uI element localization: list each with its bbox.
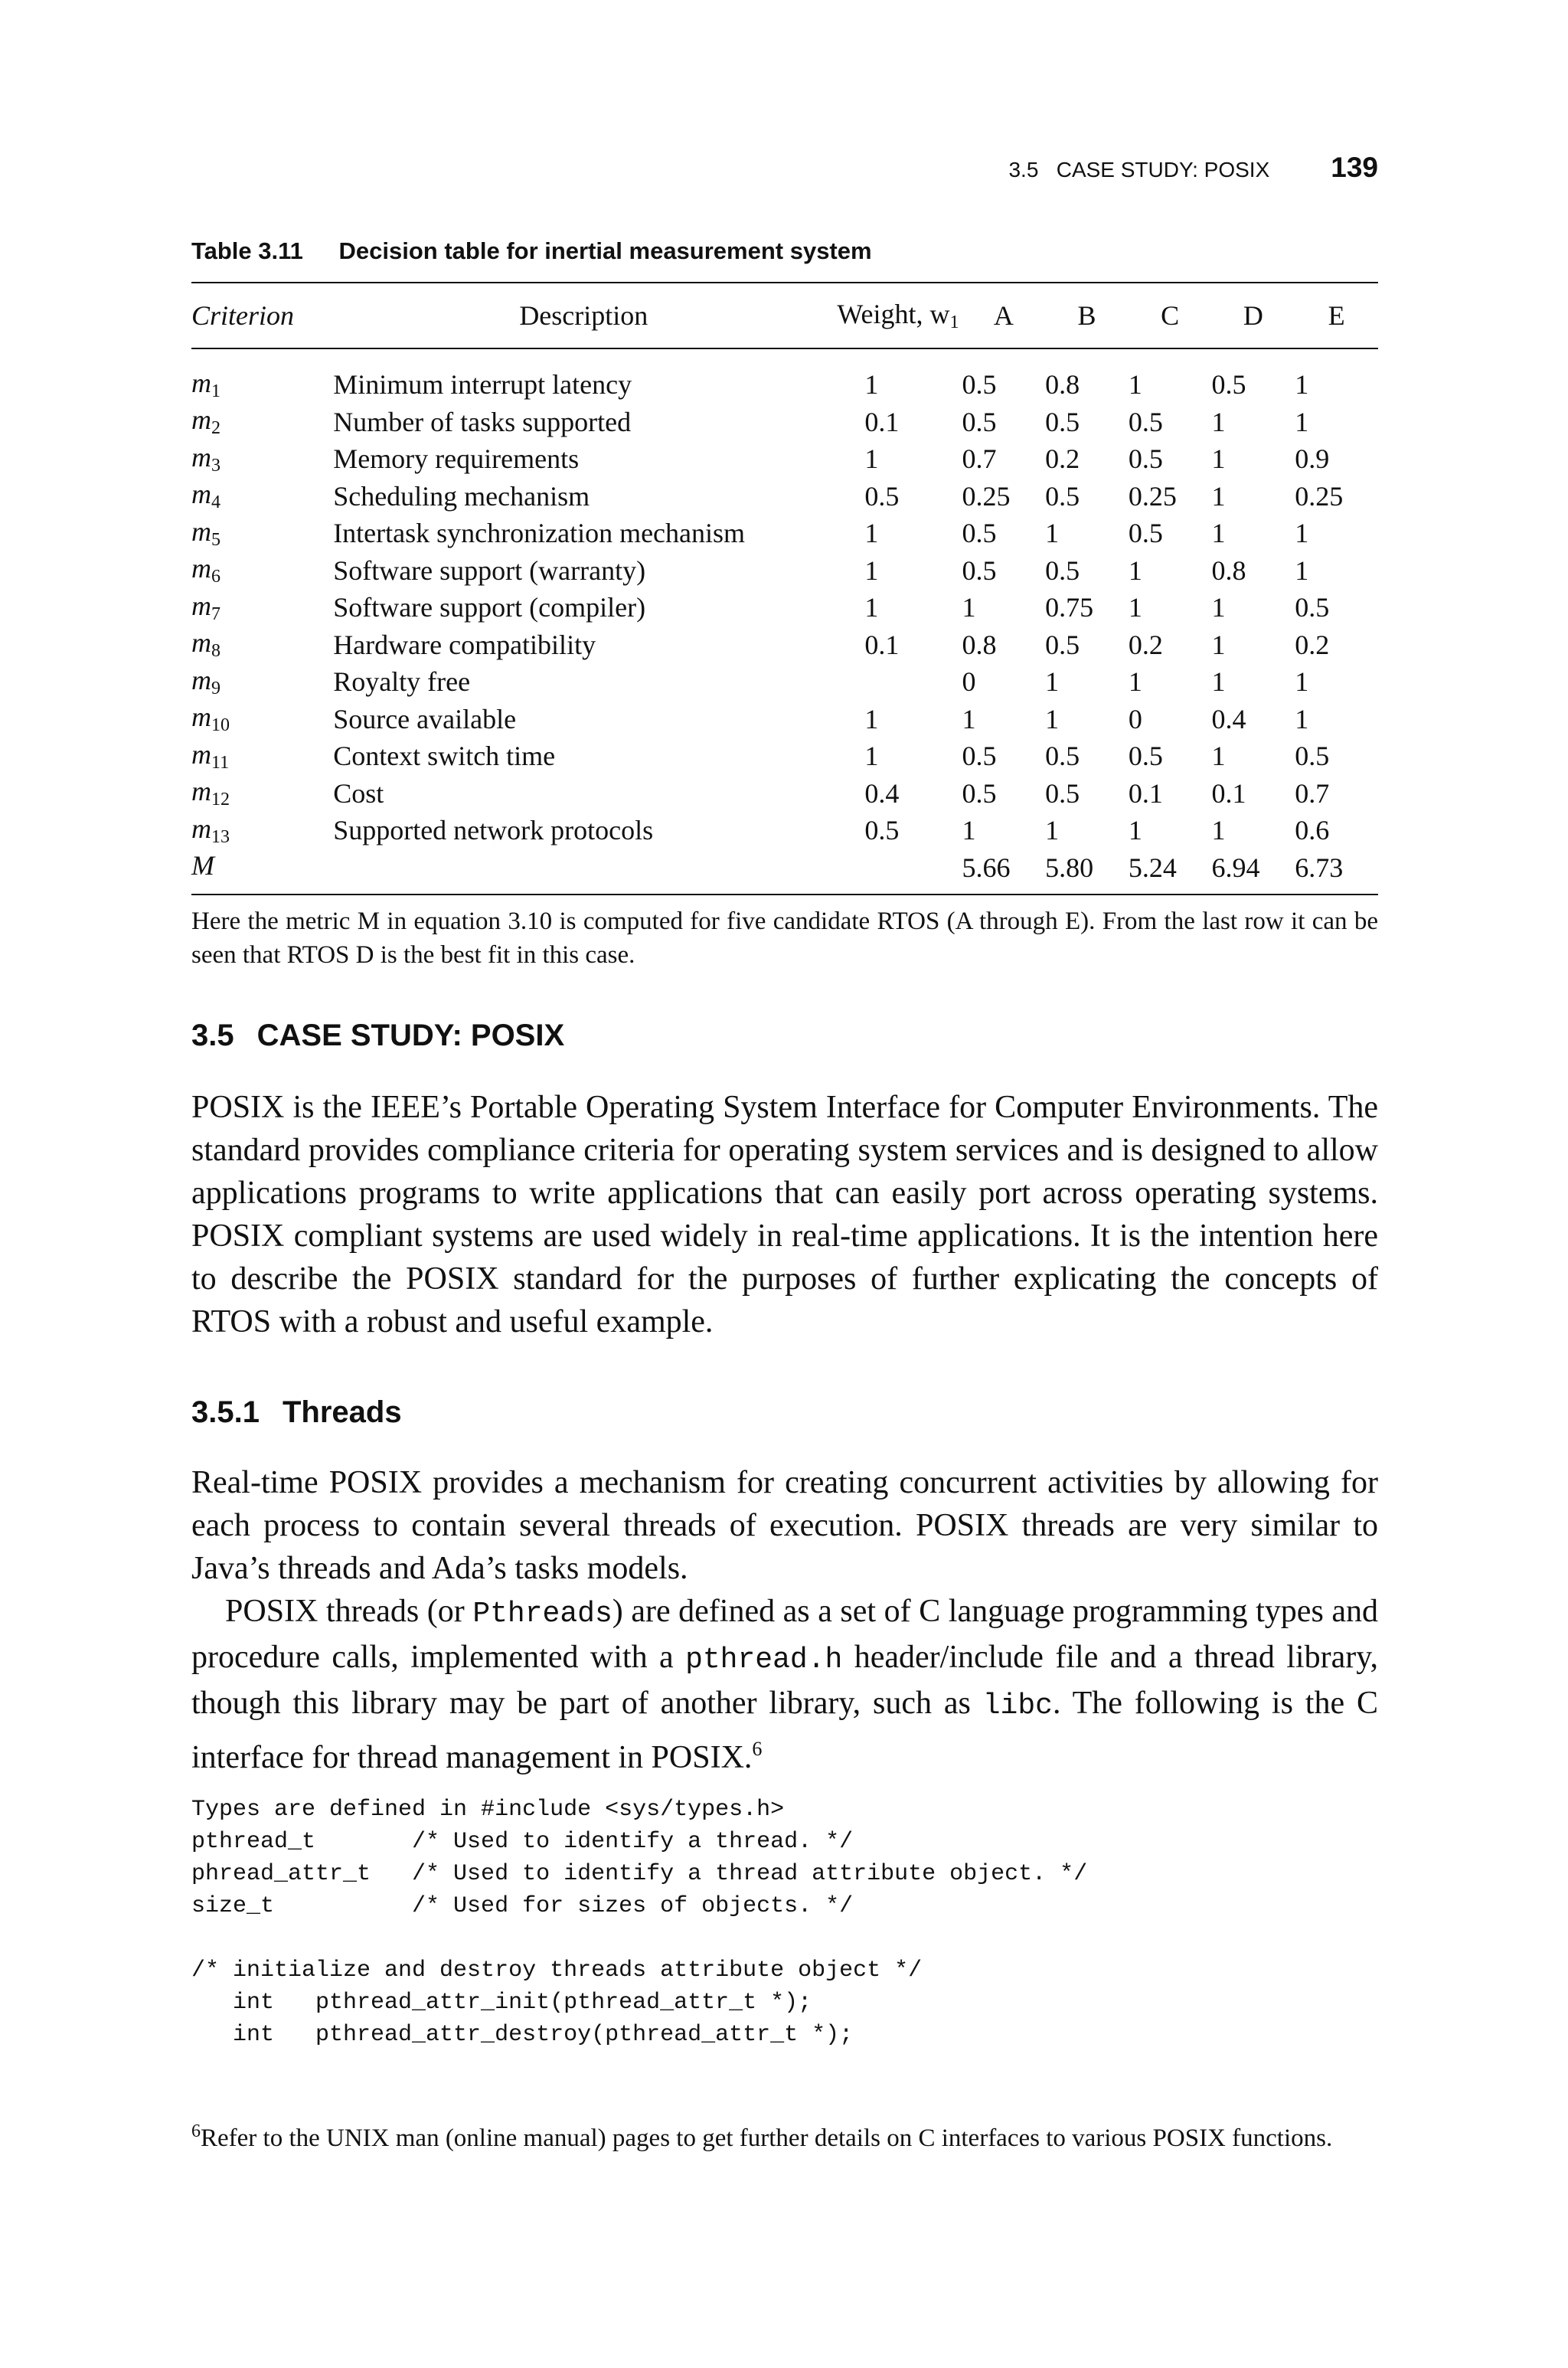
cell-c: 5.24 bbox=[1128, 852, 1177, 883]
cell-criterion bbox=[191, 812, 333, 849]
cell-c: 1 bbox=[1128, 592, 1142, 623]
cell-d: 0.4 bbox=[1211, 703, 1246, 734]
cell-b: 1 bbox=[1045, 666, 1060, 698]
code-line: phread_attr_t /* Used to identify a thread attribute object. */ bbox=[191, 1861, 1088, 1887]
cell-b: 0.8 bbox=[1045, 369, 1080, 401]
code-line bbox=[191, 1922, 1087, 1954]
table-row bbox=[191, 663, 1378, 701]
criterion-symbol: m bbox=[191, 776, 211, 807]
cell-weight: 1 bbox=[864, 592, 879, 623]
table-title: Decision table for inertial measurement system bbox=[338, 237, 872, 264]
header-e: E bbox=[1328, 300, 1345, 331]
header-description bbox=[333, 283, 834, 348]
cell-criterion bbox=[191, 404, 333, 441]
cell-e: 1 bbox=[1295, 554, 1309, 586]
cell-d: 1 bbox=[1211, 443, 1226, 475]
cell-a: 0.5 bbox=[962, 777, 997, 809]
cell-description: Hardware compatibility bbox=[333, 629, 596, 660]
criterion-subscript: 5 bbox=[211, 529, 220, 550]
code-pthread-h: pthread.h bbox=[685, 1644, 843, 1676]
cell-weight: 1 bbox=[864, 369, 879, 401]
cell-e: 0.7 bbox=[1295, 777, 1330, 809]
cell-b: 0.5 bbox=[1045, 554, 1080, 586]
criterion-symbol: m bbox=[191, 515, 211, 547]
code-pthreads: Pthreads bbox=[472, 1598, 612, 1630]
table-explanation: Here the metric M in equation 3.10 is computed for five candidate RTOS (A through E). From the last row it can be seen that RTOS D is the best fit in this case. bbox=[191, 908, 1378, 969]
cell-weight: 0.5 bbox=[864, 815, 900, 846]
section-heading bbox=[191, 1019, 564, 1053]
criterion-subscript: 3 bbox=[211, 455, 220, 476]
table-body bbox=[191, 348, 1378, 895]
cell-weight: 1 bbox=[864, 443, 879, 475]
criterion-symbol: m bbox=[191, 738, 211, 770]
table-label: Table 3.11 bbox=[191, 237, 303, 264]
cell-a: 0.5 bbox=[962, 369, 997, 401]
code-line: Types are defined in #include <sys/types.h> bbox=[191, 1797, 785, 1823]
footnote-reference: 6 bbox=[752, 1738, 763, 1760]
section-paragraph: POSIX is the IEEE’s Portable Operating System Interface for Computer Environments. The standard provides compliance criteria for operating system services and is designed to allow applications programs to write applications that can easily port across operating systems. POSIX compliant systems are used widely in real-time applications. It is the intention here to describe the POSIX standard for the purposes of further explicating the concepts of RTOS with a robust and useful example. bbox=[191, 1090, 1378, 1339]
cell-c: 0.1 bbox=[1128, 777, 1163, 809]
cell-a: 1 bbox=[962, 592, 976, 623]
criterion-symbol: m bbox=[191, 590, 211, 621]
criterion-symbol: M bbox=[191, 850, 214, 881]
header-a: A bbox=[993, 300, 1014, 331]
cell-d: 0.5 bbox=[1211, 369, 1246, 401]
cell-e: 0.6 bbox=[1295, 815, 1330, 846]
cell-e: 1 bbox=[1295, 703, 1309, 734]
cell-b: 0.75 bbox=[1045, 592, 1094, 623]
cell-description: Source available bbox=[333, 703, 517, 734]
cell-description: Intertask synchronization mechanism bbox=[333, 518, 746, 549]
cell-criterion bbox=[191, 478, 333, 515]
criterion-subscript: 12 bbox=[211, 790, 230, 810]
code-line: /* initialize and destroy threads attribute object */ bbox=[191, 1958, 923, 1984]
cell-c: 0.5 bbox=[1128, 406, 1163, 437]
cell-e: 0.5 bbox=[1295, 592, 1330, 623]
criterion-symbol: m bbox=[191, 702, 211, 733]
table-row bbox=[191, 701, 1378, 738]
running-head-section: 3.5 CASE STUDY: POSIX bbox=[1008, 158, 1270, 182]
header-weight-text: Weight, w bbox=[837, 298, 950, 329]
criterion-symbol: m bbox=[191, 479, 211, 510]
criterion-symbol: m bbox=[191, 404, 211, 436]
page-number: 139 bbox=[1331, 152, 1378, 183]
cell-criterion bbox=[191, 440, 333, 478]
cell-e: 0.25 bbox=[1295, 480, 1344, 512]
cell-e: 1 bbox=[1295, 406, 1309, 437]
table-row bbox=[191, 404, 1378, 441]
cell-criterion bbox=[191, 738, 333, 775]
table-caption bbox=[191, 237, 872, 265]
threads-paragraph-2 bbox=[191, 1590, 1378, 1779]
p2-text-d: . The following is the C interface for thread management in POSIX. bbox=[191, 1686, 1378, 1775]
code-line: pthread_t /* Used to identify a thread. */ bbox=[191, 1829, 854, 1855]
cell-a: 1 bbox=[962, 815, 976, 846]
cell-weight: 0.1 bbox=[864, 406, 900, 437]
table-row bbox=[191, 348, 1378, 404]
criterion-symbol: m bbox=[191, 553, 211, 584]
cell-d: 1 bbox=[1211, 629, 1226, 660]
criterion-symbol: m bbox=[191, 441, 211, 473]
cell-b: 5.80 bbox=[1045, 852, 1094, 883]
criterion-subscript: 4 bbox=[211, 492, 220, 513]
cell-e: 0.2 bbox=[1295, 629, 1330, 660]
cell-a: 0.5 bbox=[962, 518, 997, 549]
footnote bbox=[191, 2114, 1378, 2156]
criterion-symbol: m bbox=[191, 367, 211, 398]
cell-weight: 1 bbox=[864, 518, 879, 549]
table-row bbox=[191, 626, 1378, 664]
header-weight bbox=[834, 283, 962, 348]
cell-description: Minimum interrupt latency bbox=[333, 369, 632, 401]
code-line: size_t /* Used for sizes of objects. */ bbox=[191, 1893, 854, 1919]
p2-text-b: ) are defined as a set of C language programming types and procedure calls, implemented with a bbox=[191, 1594, 1378, 1675]
criterion-subscript: 9 bbox=[211, 678, 220, 698]
cell-c: 0 bbox=[1128, 703, 1142, 734]
cell-e: 6.73 bbox=[1295, 852, 1344, 883]
p2-text-a: POSIX threads (or bbox=[225, 1594, 473, 1629]
header-c: C bbox=[1161, 300, 1180, 331]
criterion-subscript: 8 bbox=[211, 641, 220, 662]
cell-b: 0.5 bbox=[1045, 741, 1080, 772]
table-row bbox=[191, 589, 1378, 626]
cell-e: 0.5 bbox=[1295, 741, 1330, 772]
code-libc: libc bbox=[982, 1689, 1053, 1722]
running-head bbox=[1008, 152, 1378, 184]
cell-criterion bbox=[191, 663, 333, 701]
cell-e: 0.9 bbox=[1295, 443, 1330, 475]
table-row bbox=[191, 515, 1378, 552]
cell-description bbox=[333, 849, 834, 895]
header-b: B bbox=[1077, 300, 1096, 331]
cell-description: Royalty free bbox=[333, 666, 471, 698]
table-header-row bbox=[191, 283, 1378, 348]
cell-b: 0.2 bbox=[1045, 443, 1080, 475]
cell-c: 0.5 bbox=[1128, 518, 1163, 549]
cell-d: 1 bbox=[1211, 518, 1226, 549]
cell-weight: 0.4 bbox=[864, 777, 900, 809]
header-d: D bbox=[1243, 300, 1263, 331]
cell-description: Scheduling mechanism bbox=[333, 480, 590, 512]
cell-d: 0.1 bbox=[1211, 777, 1246, 809]
cell-a: 1 bbox=[962, 703, 976, 734]
criterion-subscript: 6 bbox=[211, 567, 220, 587]
cell-e: 1 bbox=[1295, 666, 1309, 698]
cell-c: 0.5 bbox=[1128, 741, 1163, 772]
cell-description: Number of tasks supported bbox=[333, 406, 632, 437]
criterion-subscript: 1 bbox=[211, 381, 220, 401]
code-line: int pthread_attr_destroy(pthread_attr_t *); bbox=[191, 2022, 854, 2048]
cell-weight: 0.5 bbox=[864, 480, 900, 512]
threads-paragraph-1: Real-time POSIX provides a mechanism for creating concurrent activities by allowing for each process to contain several threads of execution. POSIX threads are very similar to Java’s threads and Ada’s tasks models. bbox=[191, 1465, 1378, 1586]
cell-b: 0.5 bbox=[1045, 629, 1080, 660]
cell-a: 0.25 bbox=[962, 480, 1011, 512]
criterion-subscript: 13 bbox=[211, 826, 230, 847]
code-line: int pthread_attr_init(pthread_attr_t *); bbox=[191, 1990, 812, 2016]
cell-c: 1 bbox=[1128, 815, 1142, 846]
cell-criterion bbox=[191, 626, 333, 664]
cell-c: 1 bbox=[1128, 554, 1142, 586]
criterion-symbol: m bbox=[191, 813, 211, 844]
cell-a: 0.7 bbox=[962, 443, 997, 475]
footnote-mark: 6 bbox=[191, 2121, 201, 2141]
cell-criterion bbox=[191, 348, 333, 404]
book-page bbox=[191, 0, 1378, 2368]
table-row bbox=[191, 440, 1378, 478]
header-criterion-text: Criterion bbox=[191, 300, 295, 331]
cell-d: 1 bbox=[1211, 666, 1226, 698]
header-weight-subscript: 1 bbox=[949, 312, 959, 332]
header-criterion bbox=[191, 283, 333, 348]
cell-a: 0.5 bbox=[962, 406, 997, 437]
decision-table bbox=[191, 282, 1378, 895]
cell-b: 0.5 bbox=[1045, 777, 1080, 809]
cell-d: 1 bbox=[1211, 741, 1226, 772]
cell-b: 0.5 bbox=[1045, 406, 1080, 437]
code-listing bbox=[191, 1794, 1087, 2051]
subsection-title: Threads bbox=[282, 1395, 402, 1429]
cell-description: Memory requirements bbox=[333, 443, 580, 475]
cell-c: 1 bbox=[1128, 369, 1142, 401]
subsection-number: 3.5.1 bbox=[191, 1395, 260, 1429]
criterion-subscript: 10 bbox=[211, 715, 230, 736]
cell-a: 5.66 bbox=[962, 852, 1011, 883]
cell-a: 0.5 bbox=[962, 741, 997, 772]
cell-d: 0.8 bbox=[1211, 554, 1246, 586]
cell-weight: 1 bbox=[864, 554, 879, 586]
cell-b: 1 bbox=[1045, 703, 1060, 734]
criterion-subscript: 2 bbox=[211, 418, 220, 439]
cell-b: 1 bbox=[1045, 815, 1060, 846]
cell-criterion bbox=[191, 849, 333, 895]
section-number: 3.5 bbox=[191, 1019, 234, 1052]
cell-d: 1 bbox=[1211, 406, 1226, 437]
footnote-text: Refer to the UNIX man (online manual) pages to get further details on C interfaces to various POSIX functions. bbox=[201, 2124, 1333, 2152]
cell-c: 0.5 bbox=[1128, 443, 1163, 475]
cell-c: 0.25 bbox=[1128, 480, 1177, 512]
cell-b: 0.5 bbox=[1045, 480, 1080, 512]
cell-d: 1 bbox=[1211, 480, 1226, 512]
cell-a: 0 bbox=[962, 666, 976, 698]
cell-d: 1 bbox=[1211, 592, 1226, 623]
cell-weight: 1 bbox=[864, 703, 879, 734]
table-row bbox=[191, 552, 1378, 590]
cell-d: 1 bbox=[1211, 815, 1226, 846]
cell-weight bbox=[834, 849, 962, 895]
cell-description: Software support (compiler) bbox=[333, 592, 646, 623]
cell-a: 0.8 bbox=[962, 629, 997, 660]
table-row bbox=[191, 849, 1378, 895]
cell-a: 0.5 bbox=[962, 554, 997, 586]
cell-description: Supported network protocols bbox=[333, 815, 654, 846]
table-row bbox=[191, 775, 1378, 813]
cell-c: 0.2 bbox=[1128, 629, 1163, 660]
cell-weight: 1 bbox=[864, 741, 879, 772]
cell-description: Cost bbox=[333, 777, 384, 809]
criterion-symbol: m bbox=[191, 664, 211, 695]
cell-weight: 0.1 bbox=[864, 629, 900, 660]
cell-weight bbox=[834, 663, 962, 701]
cell-e: 1 bbox=[1295, 369, 1309, 401]
criterion-subscript: 11 bbox=[211, 752, 230, 773]
cell-criterion bbox=[191, 775, 333, 813]
table-row bbox=[191, 738, 1378, 775]
cell-criterion bbox=[191, 552, 333, 590]
cell-d: 6.94 bbox=[1211, 852, 1260, 883]
cell-b: 1 bbox=[1045, 518, 1060, 549]
cell-description: Context switch time bbox=[333, 741, 556, 772]
criterion-symbol: m bbox=[191, 627, 211, 659]
cell-c: 1 bbox=[1128, 666, 1142, 698]
table-row bbox=[191, 812, 1378, 849]
section-title: CASE STUDY: POSIX bbox=[256, 1019, 565, 1052]
header-description-text: Description bbox=[519, 300, 648, 331]
cell-criterion bbox=[191, 515, 333, 552]
cell-criterion bbox=[191, 701, 333, 738]
cell-e: 1 bbox=[1295, 518, 1309, 549]
criterion-subscript: 7 bbox=[211, 603, 220, 624]
p2-text-c: header/include file and a thread library, though this library may be part of another library, such as bbox=[191, 1640, 1378, 1721]
subsection-heading bbox=[191, 1395, 402, 1430]
cell-description: Software support (warranty) bbox=[333, 554, 646, 586]
table-row bbox=[191, 478, 1378, 515]
cell-criterion bbox=[191, 589, 333, 626]
